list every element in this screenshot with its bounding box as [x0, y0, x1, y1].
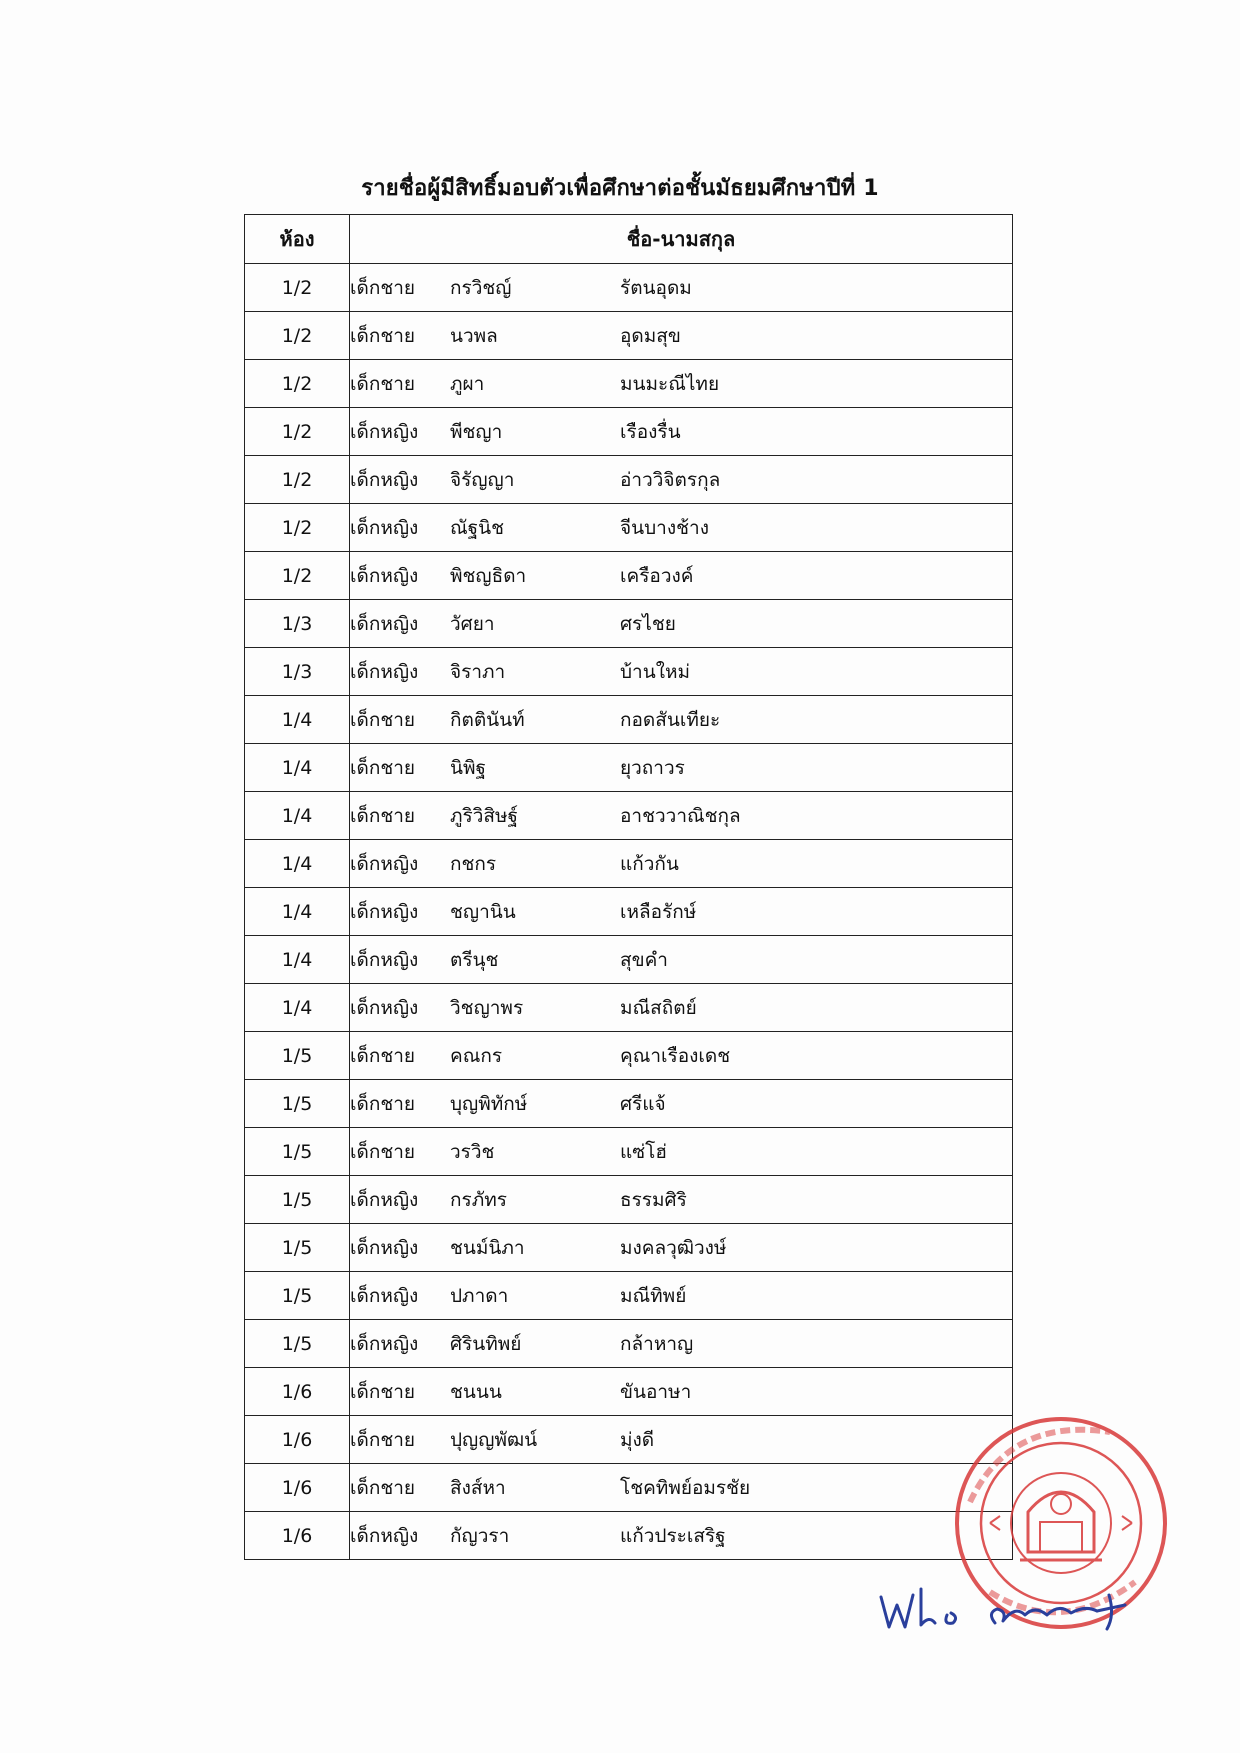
last-name: มงคลวุฒิวงษ์: [620, 1236, 727, 1259]
room-cell: 1/4: [245, 984, 350, 1032]
last-name: มุ่งดี: [620, 1428, 655, 1451]
last-name: แก้วประเสริฐ: [620, 1524, 726, 1547]
name-prefix: เด็กหญิง: [350, 1332, 419, 1355]
name-prefix: เด็กหญิง: [350, 852, 419, 875]
name-cell: [350, 504, 1013, 552]
name-prefix: เด็กหญิง: [350, 468, 419, 491]
first-name: กรภัทร: [450, 1188, 507, 1211]
last-name: คุณาเรืองเดช: [620, 1044, 731, 1067]
room-cell: 1/5: [245, 1272, 350, 1320]
table-row: [245, 1416, 1013, 1464]
table-row: [245, 1464, 1013, 1512]
last-name: อ่าววิจิตรกุล: [620, 468, 721, 491]
name-cell: [350, 408, 1013, 456]
room-cell: 1/4: [245, 936, 350, 984]
name-cell: [350, 1176, 1013, 1224]
name-cell: [350, 840, 1013, 888]
table-row: [245, 1368, 1013, 1416]
room-cell: 1/3: [245, 600, 350, 648]
last-name: ขันอาษา: [620, 1380, 692, 1403]
name-cell: [350, 1128, 1013, 1176]
last-name: กอดสันเทียะ: [620, 708, 721, 731]
last-name: บ้านใหม่: [620, 660, 691, 683]
last-name: เหลือรักษ์: [620, 900, 697, 923]
first-name: สิงส์หา: [450, 1476, 506, 1499]
room-cell: 1/5: [245, 1032, 350, 1080]
name-prefix: เด็กหญิง: [350, 564, 419, 587]
last-name: มนมะณีไทย: [620, 372, 720, 395]
last-name: มณีสถิตย์: [620, 996, 697, 1019]
last-name: ยุวถาวร: [620, 756, 685, 779]
first-name: ชนนน: [450, 1380, 502, 1403]
name-cell: [350, 1368, 1013, 1416]
first-name: ภูริวิสิษฐ์: [450, 804, 519, 827]
name-prefix: เด็กหญิง: [350, 996, 419, 1019]
table-row: [245, 408, 1013, 456]
first-name: ชญานิน: [450, 900, 516, 923]
room-cell: 1/4: [245, 744, 350, 792]
last-name: รัตนอุดม: [620, 276, 692, 299]
name-prefix: เด็กหญิง: [350, 1236, 419, 1259]
table-row: [245, 1080, 1013, 1128]
table-header-row: [245, 215, 1013, 264]
room-cell: 1/2: [245, 552, 350, 600]
name-prefix: เด็กชาย: [350, 372, 416, 395]
room-cell: 1/6: [245, 1368, 350, 1416]
name-prefix: เด็กชาย: [350, 1428, 416, 1451]
table-row: [245, 984, 1013, 1032]
last-name: กล้าหาญ: [620, 1332, 694, 1355]
room-cell: 1/5: [245, 1176, 350, 1224]
table-row: [245, 1224, 1013, 1272]
first-name: ณัฐนิช: [450, 516, 504, 539]
name-prefix: เด็กชาย: [350, 1380, 416, 1403]
room-cell: 1/2: [245, 456, 350, 504]
room-cell: 1/6: [245, 1416, 350, 1464]
name-prefix: เด็กชาย: [350, 708, 416, 731]
last-name: โชคทิพย์อมรชัย: [620, 1476, 751, 1499]
name-cell: [350, 888, 1013, 936]
first-name: กิตตินันท์: [450, 708, 525, 731]
name-cell: [350, 456, 1013, 504]
table-row: [245, 744, 1013, 792]
first-name: กชกร: [450, 852, 497, 875]
table-row: [245, 504, 1013, 552]
name-cell: [350, 1464, 1013, 1512]
first-name: ตรีนุช: [450, 948, 499, 971]
room-cell: 1/4: [245, 888, 350, 936]
name-prefix: เด็กหญิง: [350, 516, 419, 539]
room-cell: 1/2: [245, 408, 350, 456]
name-cell: [350, 1224, 1013, 1272]
room-cell: 1/6: [245, 1512, 350, 1560]
name-prefix: เด็กชาย: [350, 276, 416, 299]
first-name: ชนม์นิภา: [450, 1236, 525, 1259]
room-cell: 1/2: [245, 360, 350, 408]
first-name: จิราภา: [450, 660, 506, 683]
room-cell: 1/2: [245, 264, 350, 312]
table-row: [245, 1128, 1013, 1176]
room-cell: 1/5: [245, 1320, 350, 1368]
name-prefix: เด็กชาย: [350, 756, 416, 779]
table-row: [245, 552, 1013, 600]
name-cell: [350, 696, 1013, 744]
last-name: อุดมสุข: [620, 324, 681, 347]
table-row: [245, 1512, 1013, 1560]
name-cell: [350, 1272, 1013, 1320]
name-cell: [350, 1032, 1013, 1080]
table-row: [245, 312, 1013, 360]
table-row: [245, 792, 1013, 840]
name-prefix: เด็กชาย: [350, 1044, 416, 1067]
name-cell: [350, 1080, 1013, 1128]
name-cell: [350, 600, 1013, 648]
first-name: นิพิฐ: [450, 756, 486, 779]
first-name: พีชญา: [450, 420, 503, 443]
room-cell: 1/3: [245, 648, 350, 696]
name-cell: [350, 1320, 1013, 1368]
last-name: ศรไชย: [620, 612, 676, 635]
last-name: แซ่โฮ่: [620, 1140, 667, 1163]
name-prefix: เด็กชาย: [350, 1092, 416, 1115]
table-row: [245, 936, 1013, 984]
last-name: เรืองรื่น: [620, 420, 681, 443]
name-cell: [350, 648, 1013, 696]
room-cell: 1/6: [245, 1464, 350, 1512]
room-cell: 1/4: [245, 792, 350, 840]
table-row: [245, 1320, 1013, 1368]
first-name: วรวิช: [450, 1140, 495, 1163]
last-name: เครือวงค์: [620, 564, 694, 587]
table-row: [245, 648, 1013, 696]
first-name: นวพล: [450, 324, 498, 347]
first-name: ปุญญพัฒน์: [450, 1428, 538, 1451]
first-name: วิชญาพร: [450, 996, 524, 1019]
room-cell: 1/5: [245, 1128, 350, 1176]
name-cell: [350, 264, 1013, 312]
table-body: [245, 264, 1013, 1560]
name-cell: [350, 1416, 1013, 1464]
last-name: มณีทิพย์: [620, 1284, 687, 1307]
page-title: รายชื่อผู้มีสิทธิ์มอบตัวเพื่อศึกษาต่อชั้นมัธยมศึกษาปีที่ 1: [361, 176, 879, 201]
room-cell: 1/4: [245, 840, 350, 888]
room-cell: 1/5: [245, 1224, 350, 1272]
table-row: [245, 1272, 1013, 1320]
name-prefix: เด็กชาย: [350, 324, 416, 347]
column-header-room: ห้อง: [245, 215, 350, 264]
room-cell: 1/4: [245, 696, 350, 744]
last-name: จีนบางช้าง: [620, 516, 709, 539]
name-cell: [350, 984, 1013, 1032]
name-prefix: เด็กหญิง: [350, 900, 419, 923]
first-name: บุญพิทักษ์: [450, 1092, 528, 1115]
name-cell: [350, 744, 1013, 792]
first-name: คณกร: [450, 1044, 503, 1067]
name-prefix: เด็กชาย: [350, 1476, 416, 1499]
name-cell: [350, 552, 1013, 600]
signature-icon: [875, 1575, 1135, 1645]
table-row: [245, 888, 1013, 936]
first-name: ศิรินทิพย์: [450, 1332, 522, 1355]
name-prefix: เด็กหญิง: [350, 1524, 419, 1547]
first-name: ปภาดา: [450, 1284, 509, 1307]
first-name: กรวิชญ์: [450, 276, 512, 299]
student-list-table: [244, 214, 1013, 1560]
name-prefix: เด็กหญิง: [350, 1284, 419, 1307]
name-cell: [350, 792, 1013, 840]
table-row: [245, 696, 1013, 744]
last-name: แก้วกัน: [620, 852, 679, 875]
last-name: สุขคำ: [620, 948, 668, 971]
table-row: [245, 264, 1013, 312]
last-name: ศรีแจ้: [620, 1092, 666, 1115]
room-cell: 1/2: [245, 312, 350, 360]
first-name: กัญวรา: [450, 1524, 510, 1547]
table-row: [245, 456, 1013, 504]
first-name: พิชญธิดา: [450, 564, 527, 587]
name-prefix: เด็กหญิง: [350, 660, 419, 683]
last-name: อาชววาณิชกุล: [620, 804, 741, 827]
column-header-name: ชื่อ-นามสกุล: [350, 215, 1013, 264]
name-prefix: เด็กชาย: [350, 1140, 416, 1163]
first-name: จิรัญญา: [450, 468, 515, 491]
name-prefix: เด็กหญิง: [350, 1188, 419, 1211]
first-name: วัศยา: [450, 612, 495, 635]
first-name: ภูผา: [450, 372, 485, 395]
table-row: [245, 1032, 1013, 1080]
name-prefix: เด็กหญิง: [350, 420, 419, 443]
table-row: [245, 600, 1013, 648]
last-name: ธรรมศิริ: [620, 1188, 687, 1211]
table-row: [245, 360, 1013, 408]
name-prefix: เด็กหญิง: [350, 612, 419, 635]
table-row: [245, 1176, 1013, 1224]
room-cell: 1/2: [245, 504, 350, 552]
name-cell: [350, 312, 1013, 360]
name-cell: [350, 1512, 1013, 1560]
table-row: [245, 840, 1013, 888]
name-cell: [350, 360, 1013, 408]
room-cell: 1/5: [245, 1080, 350, 1128]
name-prefix: เด็กชาย: [350, 804, 416, 827]
name-prefix: เด็กหญิง: [350, 948, 419, 971]
name-cell: [350, 936, 1013, 984]
